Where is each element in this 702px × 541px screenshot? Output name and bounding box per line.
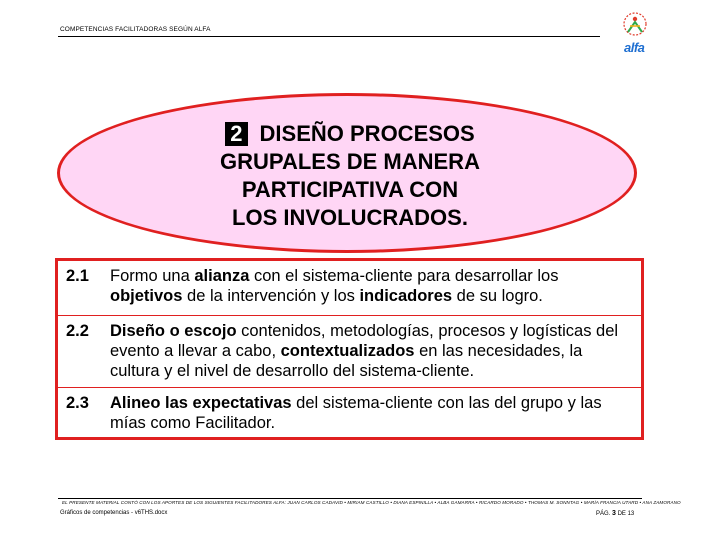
alfa-logo-text: alfa <box>624 40 645 55</box>
competency-keyword: indicadores <box>359 287 453 305</box>
competency-keyword: objetivos <box>110 287 183 305</box>
page-suffix: DE 13 <box>617 511 635 517</box>
alfa-logo <box>612 10 660 56</box>
section-title-line-1: DISEÑO PROCESOS <box>259 121 475 146</box>
page-number: 3 <box>612 510 616 517</box>
footer-divider <box>58 498 642 499</box>
competency-text: de su logro. <box>452 287 543 305</box>
competency-item <box>58 261 641 316</box>
competency-text: con el sistema-cliente para desarrollar los <box>249 267 559 285</box>
competency-keyword: Diseño o escojo <box>110 322 237 340</box>
competency-keyword: contextualizados <box>280 342 415 360</box>
competency-text: Formo una <box>110 267 195 285</box>
section-title <box>140 120 560 232</box>
footer-filename: Gráficos de competencias - v6THS.docx <box>60 510 168 516</box>
competency-number: 2.2 <box>66 322 89 340</box>
section-title-line <box>140 120 560 148</box>
section-title-line-3: PARTICIPATIVA CON <box>241 177 459 202</box>
competency-text: de la intervención y los <box>182 287 360 305</box>
page-indicator <box>596 510 634 517</box>
competency-item <box>58 316 641 388</box>
alfa-logo-icon <box>618 10 652 40</box>
footer-credits: EL PRESENTE MATERIAL CONTÓ CON LOS APORTES DE LOS SIGUIENTES FACILITADORES ALFA: JUAN CARLOS CADAVID • MIRIAM CASTILLO • DIANA ESPINILLA • ALBA GAMARRA • RICARDO MORADO • THOMAS M. SONNTAG • MARÍA FRANCIA UTARD • ANA ZAMORANO <box>62 500 681 505</box>
competency-number: 2.1 <box>66 267 89 285</box>
competency-number: 2.3 <box>66 394 89 412</box>
section-title-line-4: LOS INVOLUCRADOS. <box>232 205 468 230</box>
competency-text: del sistema-cliente con las del grupo y las mías como Facilitador. <box>110 394 602 432</box>
section-title-line-2: GRUPALES DE MANERA <box>220 149 480 174</box>
header-title: COMPETENCIAS FACILITADORAS SEGÚN ALFA <box>60 26 211 33</box>
competency-keyword: Alineo las expectativas <box>110 394 292 412</box>
section-number-badge: 2 <box>225 122 247 146</box>
competency-list <box>55 258 644 440</box>
competency-text: en las necesidades, la cultura y el nivel de desarrollo del sistema-cliente. <box>110 342 583 380</box>
header-divider <box>58 36 600 37</box>
competency-text: contenidos, metodologías, procesos y logísticas del evento a llevar a cabo, <box>110 322 619 360</box>
competency-item <box>58 388 641 438</box>
competency-keyword: alianza <box>194 267 250 285</box>
page-prefix: PÁG. <box>596 511 611 517</box>
